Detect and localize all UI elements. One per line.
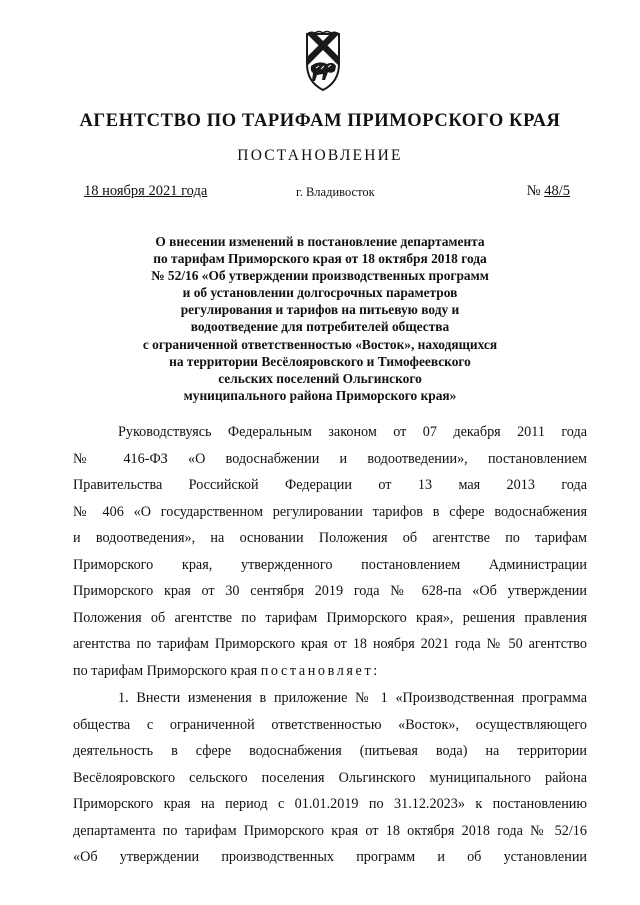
paragraph-line: деятельность в сфере водоснабжения (питьевая вода) на территории bbox=[73, 743, 587, 759]
title-line: и об установлении долгосрочных параметров bbox=[182, 285, 458, 301]
document-type: ПОСТАНОВЛЕНИЕ bbox=[237, 147, 403, 164]
paragraph-line: общества с ограниченной ответственностью «Восток», осуществляющего bbox=[73, 716, 587, 733]
document-city: г. Владивосток bbox=[296, 185, 375, 199]
paragraph-line: Правительства Российской Федерации от 13 мая 2013 года bbox=[73, 477, 587, 493]
document-number-value: 48/5 bbox=[544, 183, 570, 199]
paragraph-preamble bbox=[73, 419, 587, 684]
title-line: водоотведение для потребителей общества bbox=[190, 319, 450, 335]
title-line: муниципального района Приморского края» bbox=[183, 387, 457, 403]
paragraph-line: № 416-ФЗ «О водоснабжении и водоотведении», постановлением bbox=[73, 450, 587, 467]
title-line: О внесении изменений в постановление департамента bbox=[155, 234, 485, 249]
paragraph-line: Положения об агентстве по тарифам Приморского края», решения правления bbox=[73, 609, 587, 626]
title-line: регулирования и тарифов на питьевую воду и bbox=[180, 302, 460, 318]
resolving-word: постановляет: bbox=[260, 662, 380, 679]
agency-name: АГЕНТСТВО ПО ТАРИФАМ ПРИМОРСКОГО КРАЯ bbox=[79, 111, 561, 131]
title-line: по тарифам Приморского края от 18 октября 2018 года bbox=[153, 251, 487, 267]
paragraph-line: агентства по тарифам Приморского края от 18 ноября 2021 года № 50 агентство bbox=[73, 636, 587, 652]
title-line: на территории Весёлояровского и Тимофеевского bbox=[169, 353, 471, 369]
paragraph-line: Весёлояровского сельского поселения Ольгинского муниципального района bbox=[73, 769, 587, 786]
document-date: 18 ноября 2021 года bbox=[84, 183, 208, 199]
paragraph-line: 1. Внести изменения в приложение № 1 «Производственная программа bbox=[118, 690, 587, 706]
title-line: с ограниченной ответственностью «Восток», находящихся bbox=[142, 336, 498, 352]
primorsky-krai-coat-of-arms-icon bbox=[297, 30, 349, 92]
paragraph-line: Руководствуясь Федеральным законом от 07 декабря 2011 года bbox=[118, 424, 587, 440]
paragraph-line: департамента по тарифам Приморского края от 18 октября 2018 года № 52/16 bbox=[73, 822, 587, 839]
paragraph-line: Приморского края на период с 01.01.2019 по 31.12.2023» к постановлению bbox=[73, 796, 587, 812]
paragraph-line: Приморского края, утвержденного постановлением Администрации bbox=[73, 556, 587, 573]
document-number-prefix: № bbox=[526, 183, 545, 199]
paragraph-line: № 406 «О государственном регулировании тарифов в сфере водоснабжения bbox=[73, 503, 587, 520]
paragraph-last-line bbox=[73, 658, 587, 685]
paragraph-line: Приморского края от 30 сентября 2019 года № 628-па «Об утверждении bbox=[73, 583, 587, 599]
paragraph-line: и водоотведения», на основании Положения об агентстве по тарифам bbox=[73, 530, 587, 546]
title-line: сельских поселений Ольгинского bbox=[218, 370, 422, 386]
title-line: № 52/16 «Об утверждении производственных программ bbox=[151, 268, 489, 284]
paragraph-item-1 bbox=[73, 685, 587, 871]
paragraph-line: «Об утверждении производственных программ и об установлении bbox=[73, 849, 587, 865]
document-title bbox=[110, 233, 530, 404]
document-number bbox=[527, 183, 570, 200]
paragraph-last-line-lead: по тарифам Приморского края bbox=[73, 662, 261, 679]
